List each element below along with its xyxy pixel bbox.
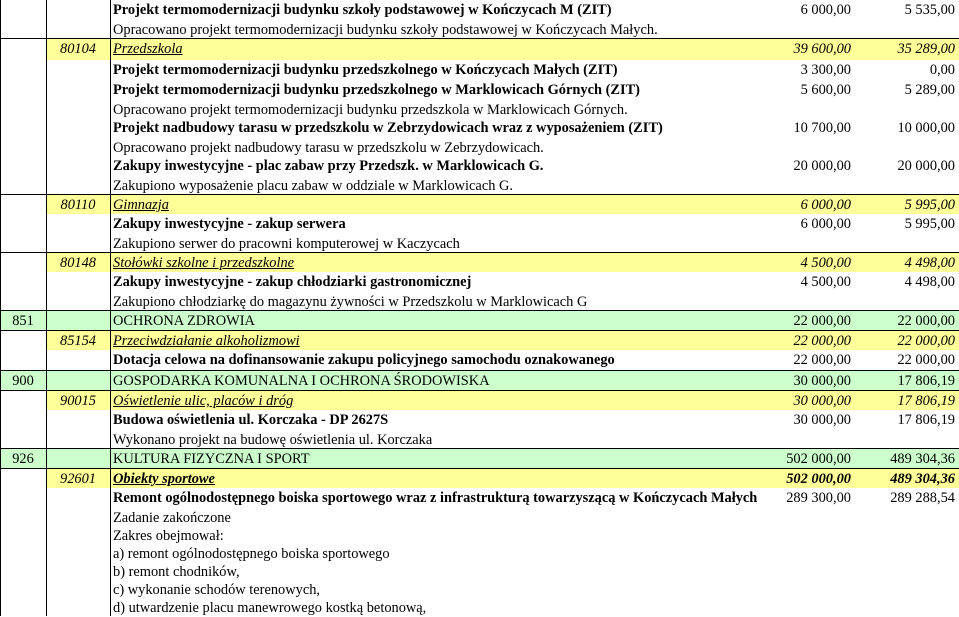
item-row bbox=[0, 0, 959, 20]
chapter-code: 85154 bbox=[46, 331, 110, 350]
chapter-name: Obiekty sportowe bbox=[110, 469, 773, 488]
exec-amount: 5 995,00 bbox=[904, 216, 955, 232]
task-description: Zakres obejmował: bbox=[113, 528, 224, 544]
chapter-name: Oświetlenie ulic, placów i dróg bbox=[110, 391, 773, 410]
section-code: 900 bbox=[0, 371, 46, 390]
description-row bbox=[0, 234, 959, 252]
task-name: Projekt nadbudowy tarasu w przedszkolu w Zebrzydowicach wraz z wyposażeniem (ZIT) bbox=[113, 120, 663, 136]
description-row bbox=[0, 544, 959, 562]
col-line-1 bbox=[46, 0, 47, 616]
task-description: b) remont chodników, bbox=[113, 564, 240, 580]
task-description: Opracowano projekt nadbudowy tarasu w przedszkolu w Zebrzydowicach. bbox=[113, 140, 544, 156]
chapter-name: Gimnazja bbox=[110, 195, 773, 214]
task-name: Dotacja celowa na dofinansowanie zakupu policyjnego samochodu oznakowanego bbox=[113, 352, 615, 368]
item-row bbox=[0, 80, 959, 100]
plan-amount: 30 000,00 bbox=[793, 412, 851, 428]
exec-amount: 10 000,00 bbox=[897, 120, 955, 136]
plan-amount: 22 000,00 bbox=[793, 352, 851, 368]
chapter-row bbox=[0, 390, 959, 410]
chapter-name: Przeciwdziałanie alkoholizmowi bbox=[110, 331, 773, 350]
exec-amount: 20 000,00 bbox=[897, 158, 955, 174]
section-row bbox=[0, 310, 959, 330]
plan-amount: 4 500,00 bbox=[773, 253, 854, 272]
chapter-code: 92601 bbox=[46, 469, 110, 488]
chapter-row bbox=[0, 468, 959, 488]
plan-amount: 289 300,00 bbox=[786, 490, 851, 506]
section-name: KULTURA FIZYCZNA I SPORT bbox=[110, 449, 773, 468]
plan-amount: 5 600,00 bbox=[800, 82, 851, 98]
exec-amount: 0,00 bbox=[929, 62, 955, 78]
exec-amount: 22 000,00 bbox=[897, 352, 955, 368]
left-border bbox=[0, 0, 1, 616]
task-name: Zakupy inwestycyjne - zakup chłodziarki gastronomicznej bbox=[113, 274, 472, 290]
item-row bbox=[0, 156, 959, 176]
exec-amount: 17 806,19 bbox=[897, 412, 955, 428]
description-row bbox=[0, 562, 959, 580]
description-row bbox=[0, 176, 959, 194]
task-name: Remont ogólnodostępnego boiska sportowego wraz z infrastrukturą towarzyszącą w Kończycach Małych bbox=[113, 490, 758, 506]
exec-amount: 5 289,00 bbox=[904, 82, 955, 98]
section-code: 851 bbox=[0, 311, 46, 330]
plan-amount: 10 700,00 bbox=[793, 120, 851, 136]
description-row bbox=[0, 598, 959, 616]
item-row bbox=[0, 214, 959, 234]
task-description: Zadanie zakończone bbox=[113, 510, 231, 526]
chapter-code: 80148 bbox=[46, 253, 110, 272]
plan-amount: 6 000,00 bbox=[800, 216, 851, 232]
exec-amount: 4 498,00 bbox=[904, 274, 955, 290]
task-name: Zakupy inwestycyjne - plac zabaw przy Przedszk. w Marklowicach G. bbox=[113, 158, 544, 174]
description-row bbox=[0, 508, 959, 526]
plan-amount: 30 000,00 bbox=[773, 371, 854, 390]
section-fill bbox=[46, 311, 110, 330]
task-description: c) wykonanie schodów terenowych, bbox=[113, 582, 320, 598]
item-row bbox=[0, 350, 959, 370]
task-description: Zakupiono chłodziarkę do magazynu żywności w Przedszkolu w Marklowicach G bbox=[113, 294, 588, 310]
item-row bbox=[0, 488, 959, 508]
plan-amount: 39 600,00 bbox=[773, 39, 854, 60]
task-description: Opracowano projekt termomodernizacji budynku szkoły podstawowej w Kończycach Małych. bbox=[113, 22, 658, 38]
description-row bbox=[0, 526, 959, 544]
plan-amount: 502 000,00 bbox=[773, 469, 854, 488]
item-row bbox=[0, 60, 959, 80]
section-fill bbox=[46, 371, 110, 390]
task-name: Budowa oświetlenia ul. Korczaka - DP 2627S bbox=[113, 412, 389, 428]
description-row bbox=[0, 138, 959, 156]
exec-amount: 5 995,00 bbox=[854, 195, 959, 214]
item-row bbox=[0, 272, 959, 292]
chapter-code: 80104 bbox=[46, 39, 110, 60]
description-row bbox=[0, 430, 959, 448]
description-row bbox=[0, 20, 959, 38]
task-name: Projekt termomodernizacji budynku szkoły podstawowej w Kończycach M (ZIT) bbox=[113, 2, 612, 18]
plan-amount: 502 000,00 bbox=[773, 449, 854, 468]
task-description: a) remont ogólnodostępnego boiska sportowego bbox=[113, 546, 390, 562]
item-row bbox=[0, 118, 959, 138]
section-name: GOSPODARKA KOMUNALNA I OCHRONA ŚRODOWISKA bbox=[110, 371, 773, 390]
exec-amount: 22 000,00 bbox=[854, 331, 959, 350]
plan-amount: 6 000,00 bbox=[800, 2, 851, 18]
task-name: Zakupy inwestycyjne - zakup serwera bbox=[113, 216, 346, 232]
description-row bbox=[0, 100, 959, 118]
section-row bbox=[0, 448, 959, 468]
plan-amount: 6 000,00 bbox=[773, 195, 854, 214]
section-name: OCHRONA ZDROWIA bbox=[110, 311, 773, 330]
exec-amount: 489 304,36 bbox=[854, 449, 959, 468]
description-row bbox=[0, 580, 959, 598]
chapter-row bbox=[0, 38, 959, 60]
exec-amount: 17 806,19 bbox=[854, 371, 959, 390]
task-description: Opracowano projekt termomodernizacji budynku przedszkola w Marklowicach Górnych. bbox=[113, 102, 628, 118]
chapter-code: 80110 bbox=[46, 195, 110, 214]
chapter-name: Przedszkola bbox=[110, 39, 773, 60]
plan-amount: 4 500,00 bbox=[800, 274, 851, 290]
section-fill bbox=[46, 449, 110, 468]
plan-amount: 30 000,00 bbox=[773, 391, 854, 410]
chapter-row bbox=[0, 330, 959, 350]
plan-amount: 22 000,00 bbox=[773, 311, 854, 330]
exec-amount: 22 000,00 bbox=[854, 311, 959, 330]
plan-amount: 3 300,00 bbox=[800, 62, 851, 78]
chapter-row bbox=[0, 252, 959, 272]
exec-amount: 4 498,00 bbox=[854, 253, 959, 272]
task-description: Zakupiono serwer do pracowni komputerowej w Kaczycach bbox=[113, 236, 460, 252]
chapter-name: Stołówki szkolne i przedszkolne bbox=[110, 253, 773, 272]
plan-amount: 22 000,00 bbox=[773, 331, 854, 350]
exec-amount: 35 289,00 bbox=[854, 39, 959, 60]
exec-amount: 17 806,19 bbox=[854, 391, 959, 410]
section-code: 926 bbox=[0, 449, 46, 468]
task-description: d) utwardzenie placu manewrowego kostką betonową, bbox=[113, 600, 427, 616]
col-line-2 bbox=[110, 0, 111, 616]
task-name: Projekt termomodernizacji budynku przedszkolnego w Marklowicach Górnych (ZIT) bbox=[113, 82, 640, 98]
task-description: Wykonano projekt na budowę oświetlenia ul. Korczaka bbox=[113, 432, 433, 448]
description-row bbox=[0, 292, 959, 310]
chapter-code: 90015 bbox=[46, 391, 110, 410]
exec-amount: 289 288,54 bbox=[890, 490, 955, 506]
chapter-row bbox=[0, 194, 959, 214]
section-row bbox=[0, 370, 959, 390]
plan-amount: 20 000,00 bbox=[793, 158, 851, 174]
item-row bbox=[0, 410, 959, 430]
exec-amount: 489 304,36 bbox=[854, 469, 959, 488]
task-name: Projekt termomodernizacji budynku przedszkolnego w Kończycach Małych (ZIT) bbox=[113, 62, 618, 78]
exec-amount: 5 535,00 bbox=[904, 2, 955, 18]
task-description: Zakupiono wyposażenie placu zabaw w oddziale w Marklowicach G. bbox=[113, 178, 513, 194]
